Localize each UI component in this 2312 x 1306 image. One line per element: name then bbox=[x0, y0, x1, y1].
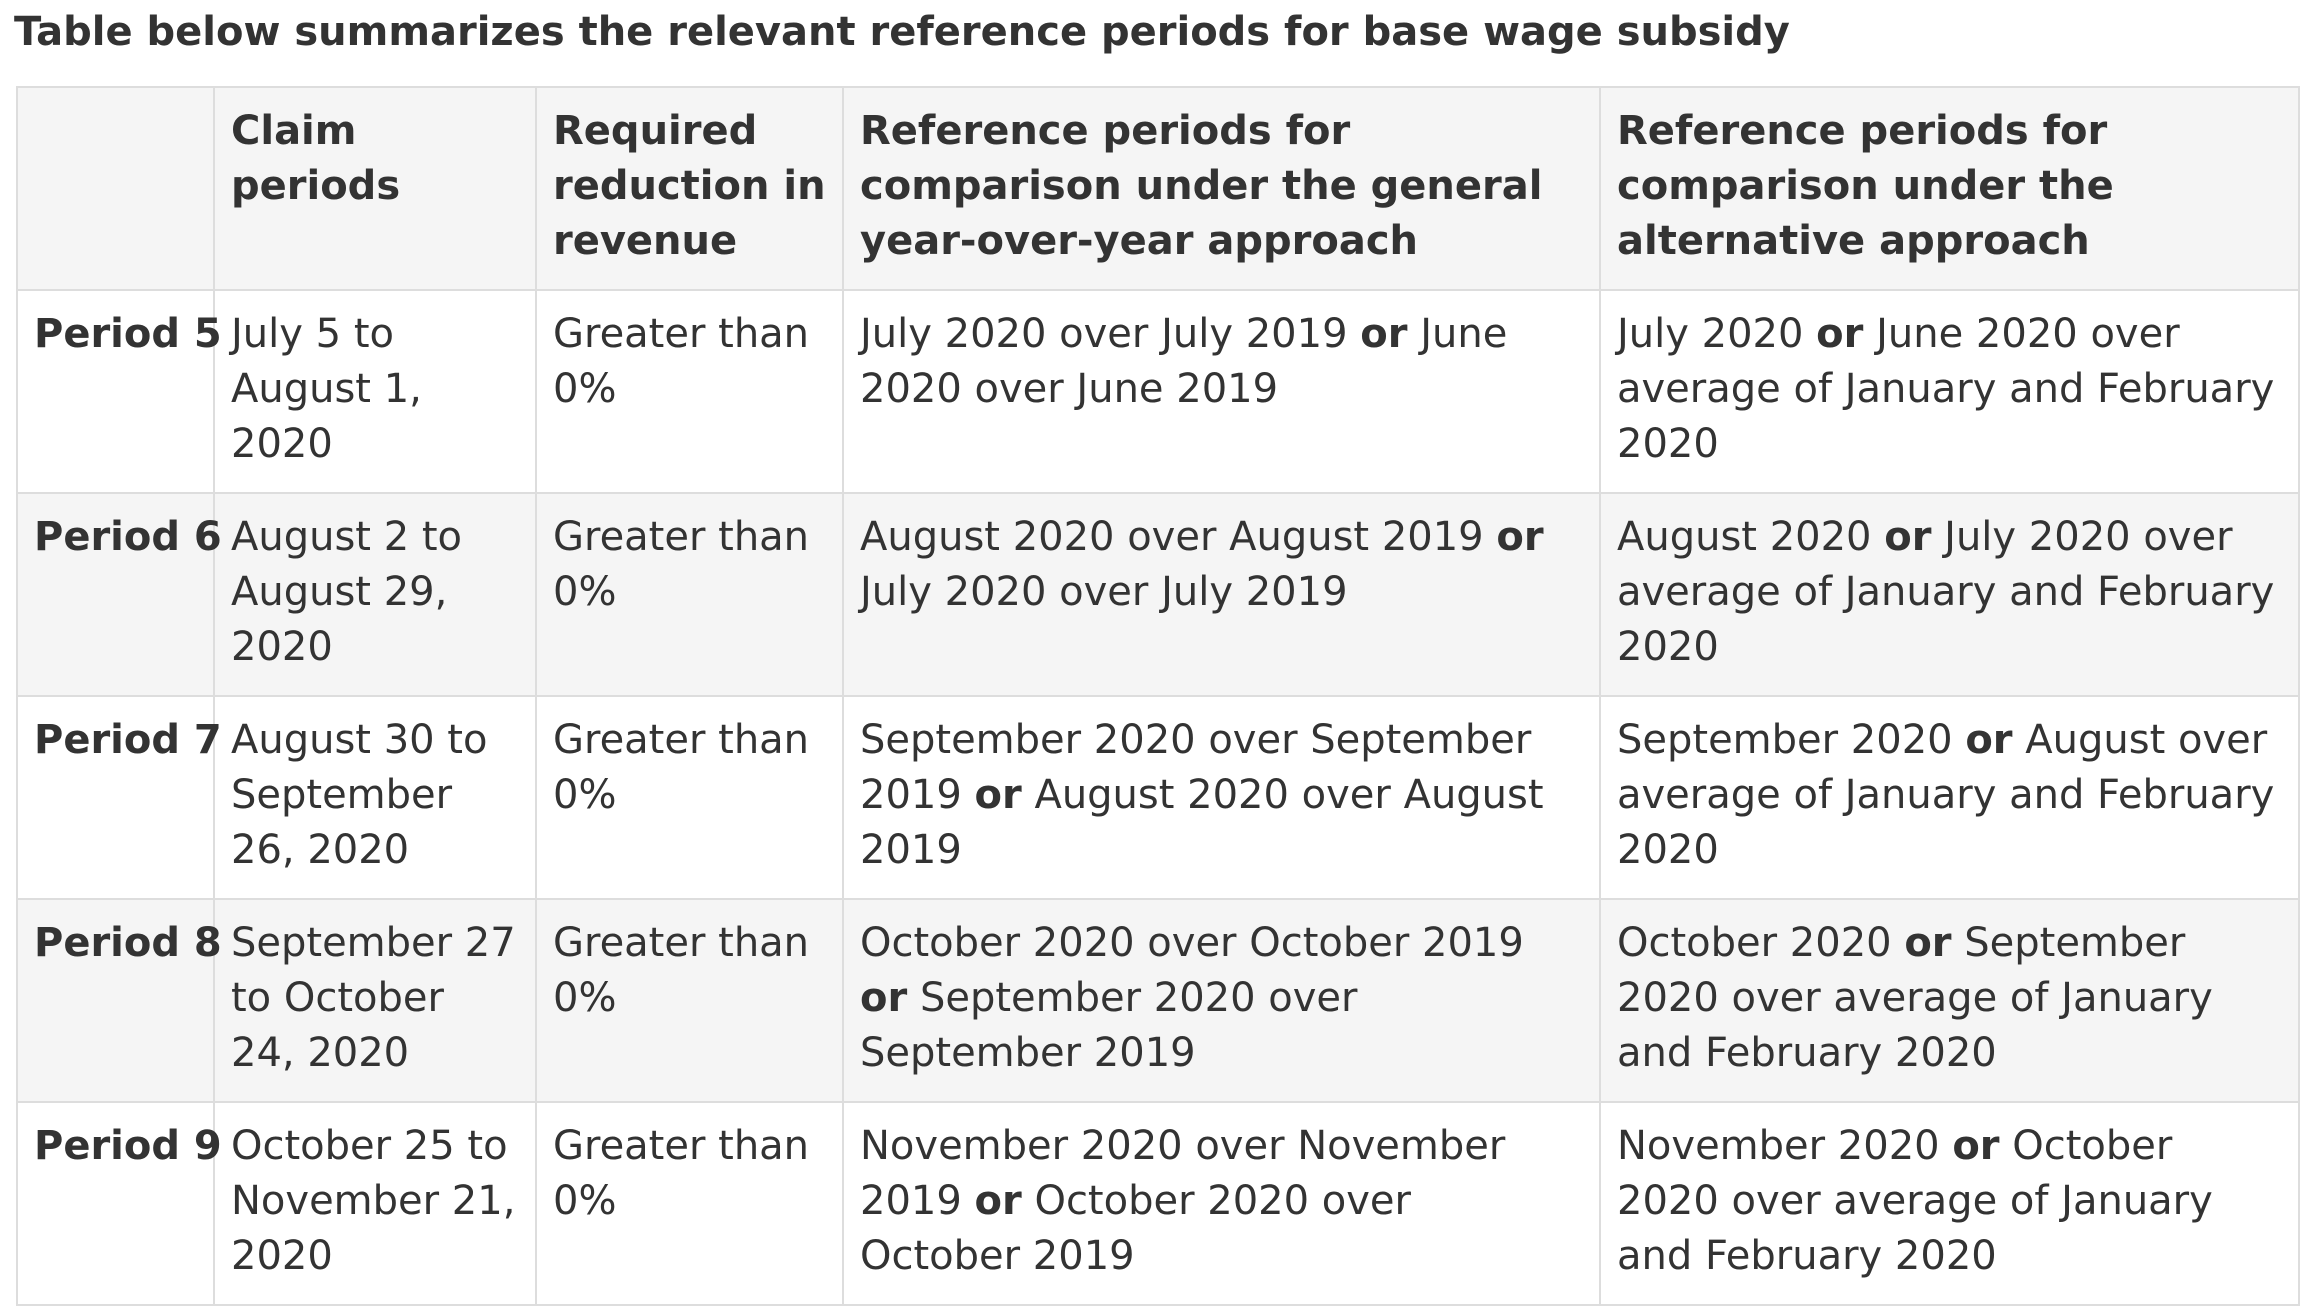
general-approach-cell bbox=[843, 899, 1600, 1102]
table-caption: Table below summarizes the relevant reference periods for base wage subsidy bbox=[14, 9, 1790, 55]
alternative-approach-cell bbox=[1600, 1102, 2299, 1305]
alternative-option-a: August 2020 bbox=[1617, 514, 1872, 560]
alternative-approach-cell bbox=[1600, 899, 2299, 1102]
general-option-b: August 2020 over August 2019 bbox=[860, 772, 1544, 873]
table-row bbox=[17, 1102, 2299, 1305]
alternative-approach-cell bbox=[1600, 290, 2299, 493]
alternative-approach-cell bbox=[1600, 696, 2299, 899]
alternative-option-b: June 2020 over average of January and February 2020 bbox=[1617, 311, 2275, 467]
or-connector: or bbox=[1360, 311, 1408, 357]
or-connector: or bbox=[1816, 311, 1864, 357]
or-connector: or bbox=[974, 772, 1022, 818]
general-option-a: October 2020 over October 2019 bbox=[860, 920, 1524, 966]
reference-periods-table bbox=[16, 86, 2300, 1306]
alternative-option-b: July 2020 over average of January and February 2020 bbox=[1617, 514, 2275, 670]
or-connector: or bbox=[1496, 514, 1544, 560]
header-alternative-approach: Reference periods for comparison under the alternative approach bbox=[1600, 87, 2299, 290]
general-option-a: November 2020 over November 2019 bbox=[860, 1123, 1506, 1224]
or-connector: or bbox=[1884, 514, 1932, 560]
or-connector: or bbox=[1904, 920, 1952, 966]
revenue-reduction-cell: Greater than 0% bbox=[536, 1102, 843, 1305]
general-approach-cell bbox=[843, 1102, 1600, 1305]
alternative-option-a: October 2020 bbox=[1617, 920, 1892, 966]
alternative-option-a: November 2020 bbox=[1617, 1123, 1940, 1169]
claim-period-cell: August 30 to September 26, 2020 bbox=[214, 696, 536, 899]
claim-period-cell: July 5 to August 1, 2020 bbox=[214, 290, 536, 493]
general-option-a: August 2020 over August 2019 bbox=[860, 514, 1484, 560]
period-label: Period 5 bbox=[17, 290, 214, 493]
or-connector: or bbox=[1952, 1123, 2000, 1169]
alternative-option-b: August over average of January and February 2020 bbox=[1617, 717, 2275, 873]
header-required-reduction: Required reduction in revenue bbox=[536, 87, 843, 290]
general-option-a: September 2020 over September 2019 bbox=[860, 717, 1532, 818]
revenue-reduction-cell: Greater than 0% bbox=[536, 899, 843, 1102]
period-label: Period 8 bbox=[17, 899, 214, 1102]
header-general-approach: Reference periods for comparison under the general year-over-year approach bbox=[843, 87, 1600, 290]
claim-period-cell: August 2 to August 29, 2020 bbox=[214, 493, 536, 696]
header-blank bbox=[17, 87, 214, 290]
or-connector: or bbox=[1965, 717, 2013, 763]
alternative-option-a: July 2020 bbox=[1617, 311, 1804, 357]
revenue-reduction-cell: Greater than 0% bbox=[536, 493, 843, 696]
table-row bbox=[17, 290, 2299, 493]
general-option-b: October 2020 over October 2019 bbox=[860, 1178, 1411, 1279]
period-label: Period 9 bbox=[17, 1102, 214, 1305]
revenue-reduction-cell: Greater than 0% bbox=[536, 696, 843, 899]
or-connector: or bbox=[860, 975, 908, 1021]
header-claim-periods: Claim periods bbox=[214, 87, 536, 290]
claim-period-cell: October 25 to November 21, 2020 bbox=[214, 1102, 536, 1305]
general-option-a: July 2020 over July 2019 bbox=[860, 311, 1348, 357]
general-approach-cell bbox=[843, 290, 1600, 493]
alternative-approach-cell bbox=[1600, 493, 2299, 696]
general-option-b: September 2020 over September 2019 bbox=[860, 975, 1358, 1076]
claim-period-cell: September 27 to October 24, 2020 bbox=[214, 899, 536, 1102]
table-header-row bbox=[17, 87, 2299, 290]
alternative-option-b: September 2020 over average of January and February 2020 bbox=[1617, 920, 2213, 1076]
alternative-option-b: October 2020 over average of January and February 2020 bbox=[1617, 1123, 2213, 1279]
general-approach-cell bbox=[843, 696, 1600, 899]
general-approach-cell bbox=[843, 493, 1600, 696]
period-label: Period 7 bbox=[17, 696, 214, 899]
or-connector: or bbox=[974, 1178, 1022, 1224]
period-label: Period 6 bbox=[17, 493, 214, 696]
table-row bbox=[17, 493, 2299, 696]
general-option-b: July 2020 over July 2019 bbox=[860, 569, 1348, 615]
alternative-option-a: September 2020 bbox=[1617, 717, 1953, 763]
revenue-reduction-cell: Greater than 0% bbox=[536, 290, 843, 493]
general-option-b: June 2020 over June 2019 bbox=[860, 311, 1508, 412]
table-row bbox=[17, 696, 2299, 899]
table-row bbox=[17, 899, 2299, 1102]
